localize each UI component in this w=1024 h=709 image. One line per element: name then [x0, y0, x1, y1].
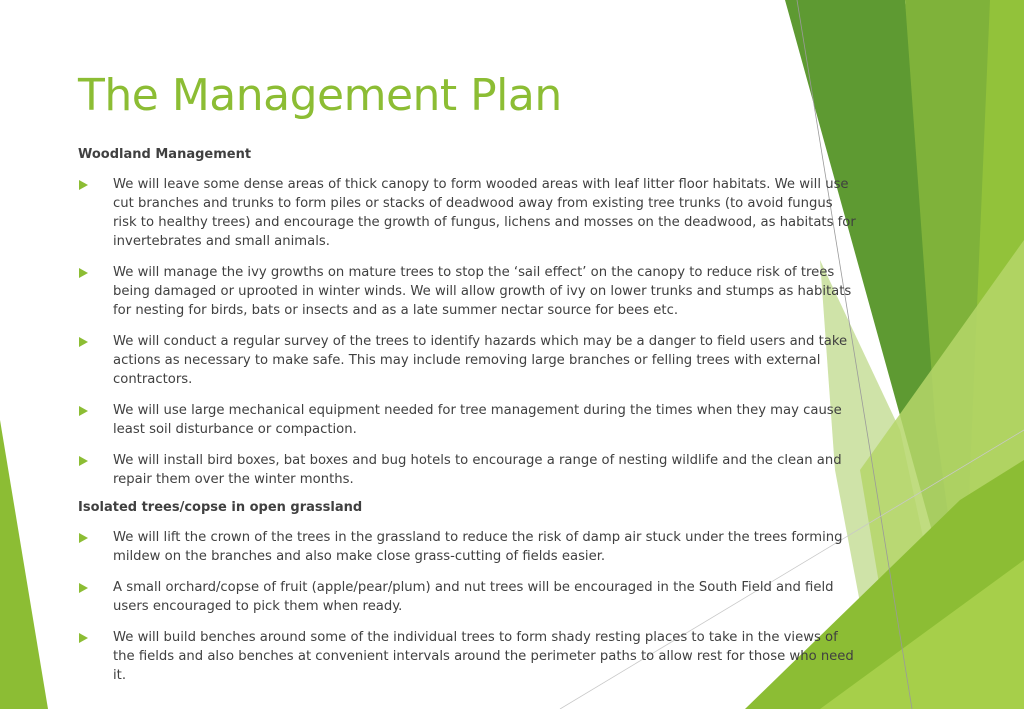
bullet-item	[78, 332, 858, 389]
triangle-bullet-icon	[79, 533, 88, 543]
bullet-text: We will lift the crown of the trees in the grassland to reduce the risk of damp air stuck under the trees forming mildew on the branches and also make close grass-cutting of fields easier.	[113, 530, 843, 564]
bullet-item	[78, 628, 858, 685]
bullet-text: We will build benches around some of the individual trees to form shady resting places to take in the views of the fields and also benches at convenient intervals around the perimeter paths to allow rest for those who need it.	[113, 630, 854, 683]
triangle-bullet-icon	[79, 583, 88, 593]
bullet-item	[78, 263, 858, 320]
bullet-text: We will manage the ivy growths on mature trees to stop the ‘sail effect’ on the canopy to reduce risk of trees being damaged or uprooted in winter winds. We will allow growth of ivy on lower trunks and stumps as habitats for nesting for birds, bats or insects and as a late summer nectar source for bees etc.	[113, 265, 852, 318]
bullet-item	[78, 451, 858, 489]
section-heading: Woodland Management	[78, 147, 252, 162]
bullet-list	[78, 528, 858, 685]
bullet-text: We will leave some dense areas of thick canopy to form wooded areas with leaf litter floor habitats. We will use cut branches and trunks to form piles or stacks of deadwood away from existing tree trunks (to avoid fungus risk to healthy trees) and encourage the growth of fungus, lichens and mosses on the deadwood, as habitats for invertebrates and small animals.	[113, 177, 856, 249]
triangle-bullet-icon	[79, 633, 88, 643]
section-woodland	[78, 146, 858, 489]
triangle-bullet-icon	[79, 406, 88, 416]
bullet-text: A small orchard/copse of fruit (apple/pear/plum) and nut trees will be encouraged in the South Field and field users encouraged to pick them when ready.	[113, 580, 834, 614]
triangle-bullet-icon	[79, 337, 88, 347]
left-accent-shape	[0, 420, 48, 709]
slide-body	[78, 146, 858, 697]
bullet-item	[78, 578, 858, 616]
bullet-text: We will use large mechanical equipment needed for tree management during the times when they may cause least soil disturbance or compaction.	[113, 403, 842, 437]
slide-title: The Management Plan	[78, 70, 562, 121]
bullet-text: We will install bird boxes, bat boxes and bug hotels to encourage a range of nesting wildlife and the clean and repair them over the winter months.	[113, 453, 842, 487]
triangle-bullet-icon	[79, 456, 88, 466]
section-isolated-trees	[78, 499, 858, 685]
section-heading: Isolated trees/copse in open grassland	[78, 500, 363, 515]
triangle-bullet-icon	[79, 268, 88, 278]
bullet-item	[78, 528, 858, 566]
triangle-bullet-icon	[79, 180, 88, 190]
bullet-item	[78, 401, 858, 439]
bullet-text: We will conduct a regular survey of the trees to identify hazards which may be a danger to field users and take actions as necessary to make safe. This may include removing large branches or felling trees with external contractors.	[113, 334, 848, 387]
bullet-item	[78, 175, 858, 251]
bullet-list	[78, 175, 858, 489]
